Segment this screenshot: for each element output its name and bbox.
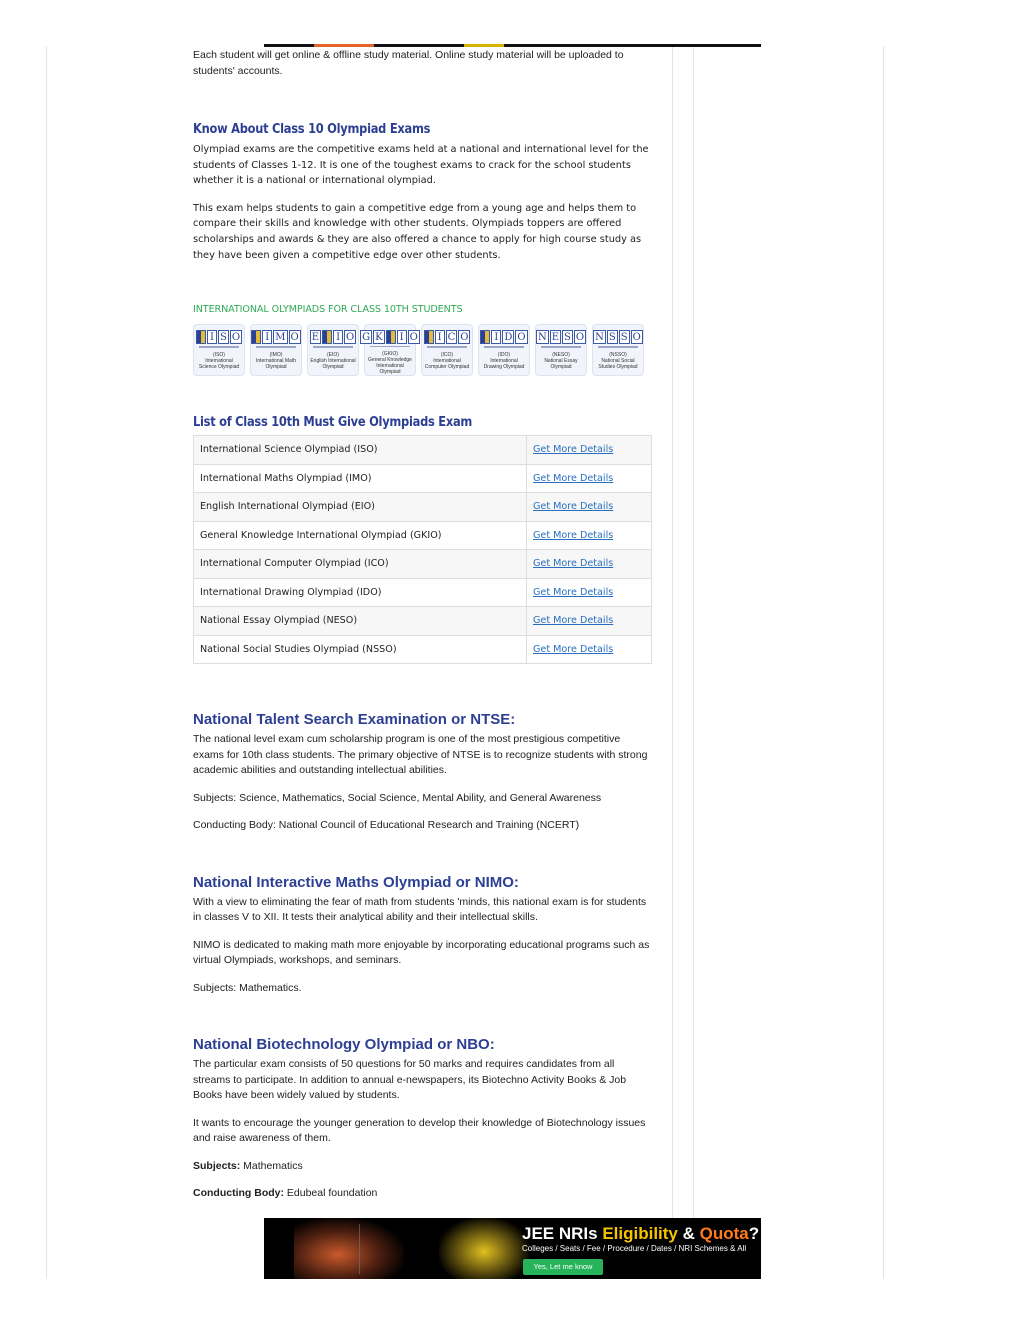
olympiad-logo-icon: G K I O bbox=[362, 332, 418, 344]
ntse-body: Conducting Body: National Council of Educational Research and Training (NCERT) bbox=[193, 819, 580, 832]
details-cell bbox=[527, 578, 652, 607]
nbo-subjects bbox=[193, 1159, 652, 1175]
olympiad-name-cell: National Social Studies Olympiad (NSSO) bbox=[194, 635, 527, 664]
table-row bbox=[194, 550, 652, 579]
nbo-body-label: Conducting Body: bbox=[193, 1187, 284, 1200]
table-row bbox=[194, 635, 652, 664]
table-row bbox=[194, 607, 652, 636]
badge-name: General Knowledge International Olympiad bbox=[368, 357, 412, 376]
badge-name: English International Olympiad bbox=[310, 358, 356, 371]
olympiad-logo-icon: I C O bbox=[424, 330, 471, 344]
nbo-body-value: Edubeal foundation bbox=[283, 1187, 378, 1200]
details-cell bbox=[527, 464, 652, 493]
nbo-para-2: It wants to encourage the younger generation to develop their knowledge of Biotechnology issues and raise awareness of them. bbox=[193, 1116, 646, 1145]
details-cell bbox=[527, 607, 652, 636]
ntse-para-1: The national level exam cum scholarship program is one of the most prestigious competitive exams for 10th class students. The primary objective of NTSE is to recognize students with strong academic abilities and outstanding intellectual abilities. bbox=[193, 733, 648, 777]
get-more-details-link[interactable]: Get More Details bbox=[533, 643, 614, 655]
nbo-para-1: The particular exam consists of 50 questions for 50 marks and requires candidates from all streams to participate. In addition to annual e-newspapers, its Biotechno Activity Books & Job Books have been widely valued by students. bbox=[193, 1058, 627, 1102]
olympiad-name-cell: International Computer Olympiad (ICO) bbox=[194, 550, 527, 579]
nimo-heading: National Interactive Maths Olympiad or NIMO: bbox=[193, 873, 519, 891]
olympiad-logo-icon: I D O bbox=[480, 330, 527, 344]
badge-name: International Math Olympiad bbox=[255, 358, 297, 371]
badge-name: International Computer Olympiad bbox=[424, 358, 470, 371]
ad-chalkboard bbox=[359, 1224, 450, 1274]
get-more-details-link[interactable]: Get More Details bbox=[533, 529, 614, 541]
olympiad-name-cell: International Drawing Olympiad (IDO) bbox=[194, 578, 527, 607]
olympiad-badge[interactable] bbox=[307, 324, 359, 376]
olympiad-badge[interactable] bbox=[478, 324, 530, 376]
table-row bbox=[194, 521, 652, 550]
list-heading: List of Class 10th Must Give Olympiads Exam bbox=[193, 415, 473, 431]
badge-abbr: (GKIO) bbox=[382, 351, 398, 358]
about-para-2: This exam helps students to gain a competitive edge from a young age and helps them to compare their skills and knowledge with other students. Olympiads toppers are offered scholarships and awards & they are also offered a chance to apply for high course study as they have been given a competitive edge over other students. bbox=[193, 202, 642, 261]
badge-abbr: (IDO) bbox=[497, 352, 511, 359]
olympiad-badge[interactable] bbox=[421, 324, 473, 376]
olympiad-name-cell: International Science Olympiad (ISO) bbox=[194, 436, 527, 465]
badge-abbr: (ISO) bbox=[213, 352, 225, 359]
ad-cta-button[interactable]: Yes, Let me know bbox=[523, 1259, 603, 1275]
get-more-details-link[interactable]: Get More Details bbox=[533, 472, 614, 484]
international-heading: INTERNATIONAL OLYMPIADS FOR CLASS 10TH STUDENTS bbox=[193, 304, 463, 316]
intro-text: Each student will get online & offline study material. Online study material will be uploaded to students' accounts. bbox=[193, 49, 624, 77]
olympiad-badge[interactable] bbox=[535, 324, 587, 376]
badge-name: National Essay Olympiad bbox=[544, 358, 578, 371]
ad-person-right bbox=[439, 1218, 529, 1279]
nimo-subjects: Subjects: Mathematics. bbox=[193, 981, 302, 994]
badge-abbr: (NESO) bbox=[552, 352, 570, 359]
table-row bbox=[194, 578, 652, 607]
ad-subtitle: Colleges / Seats / Fee / Procedure / Dates / NRI Schemes & All bbox=[522, 1244, 747, 1253]
nbo-subjects-value: Mathematics bbox=[240, 1159, 303, 1172]
details-cell bbox=[527, 550, 652, 579]
get-more-details-link[interactable]: Get More Details bbox=[533, 558, 614, 570]
nbo-heading: National Biotechnology Olympiad or NBO: bbox=[193, 1036, 495, 1054]
olympiad-logo-icon: N E S O bbox=[537, 332, 585, 344]
details-cell bbox=[527, 635, 652, 664]
olympiad-name-cell: English International Olympiad (EIO) bbox=[194, 493, 527, 522]
table-row bbox=[194, 493, 652, 522]
olympiad-badge[interactable] bbox=[592, 324, 644, 376]
right-border bbox=[883, 46, 884, 1279]
get-more-details-link[interactable]: Get More Details bbox=[533, 501, 614, 513]
badge-abbr: (EIO) bbox=[327, 352, 339, 359]
badge-abbr: (NSSO) bbox=[609, 352, 627, 359]
olympiad-logo-icon: I S O bbox=[196, 330, 242, 344]
olympiad-logo-icon: E I O bbox=[311, 332, 355, 344]
about-heading: Know About Class 10 Olympiad Exams bbox=[193, 122, 431, 137]
details-cell bbox=[527, 436, 652, 465]
olympiad-badges bbox=[193, 324, 652, 376]
nbo-body bbox=[193, 1186, 652, 1202]
content-border bbox=[672, 46, 673, 1279]
get-more-details-link[interactable]: Get More Details bbox=[533, 586, 614, 598]
olympiad-badge[interactable] bbox=[364, 324, 416, 376]
badge-name: National Social Studies Olympiad bbox=[598, 358, 638, 371]
left-border bbox=[46, 46, 47, 1279]
badge-name: International Drawing Olympiad bbox=[483, 358, 525, 371]
ad-title: JEE NRIs Eligibility & Quota? bbox=[522, 1224, 760, 1243]
olympiad-logo-icon: I M O bbox=[251, 330, 300, 344]
olympiad-name-cell: General Knowledge International Olympiad (GKIO) bbox=[194, 521, 527, 550]
ntse-heading: National Talent Search Examination or NTSE: bbox=[193, 711, 516, 729]
olympiad-logo-icon: N S S O bbox=[595, 332, 641, 344]
get-more-details-link[interactable]: Get More Details bbox=[533, 615, 614, 627]
article-content bbox=[193, 46, 652, 1202]
olympiad-name-cell: International Maths Olympiad (IMO) bbox=[194, 464, 527, 493]
ntse-subjects: Subjects: Science, Mathematics, Social Science, Mental Ability, and General Awareness bbox=[193, 791, 602, 804]
about-para-1: Olympiad exams are the competitive exams held at a national and international level for the students of Classes 1-12. It is one of the toughest exams to crack for the school students whether it is a national or international olympiad. bbox=[193, 144, 649, 187]
olympiad-table bbox=[193, 435, 652, 664]
sidebar-border-left bbox=[693, 46, 694, 1279]
olympiad-badge[interactable] bbox=[193, 324, 245, 376]
details-cell bbox=[527, 521, 652, 550]
get-more-details-link[interactable]: Get More Details bbox=[533, 444, 614, 456]
nimo-para-1: With a view to eliminating the fear of math from students 'minds, this national exam is for students in classes V to XII. It tests their analytical ability and their intellectual skills. bbox=[193, 895, 647, 924]
details-cell bbox=[527, 493, 652, 522]
olympiad-name-cell: National Essay Olympiad (NESO) bbox=[194, 607, 527, 636]
table-row bbox=[194, 436, 652, 465]
nbo-subjects-label: Subjects: bbox=[193, 1159, 241, 1172]
olympiad-badge[interactable] bbox=[250, 324, 302, 376]
badge-abbr: (IMO) bbox=[269, 352, 283, 359]
nimo-para-2: NIMO is dedicated to making math more enjoyable by incorporating educational programs such as virtual Olympiads, workshops, and seminars. bbox=[193, 938, 650, 967]
badge-abbr: (ICO) bbox=[440, 352, 454, 359]
table-row bbox=[194, 464, 652, 493]
jee-nri-ad-banner[interactable] bbox=[264, 1218, 761, 1279]
badge-name: International Science Olympiad bbox=[198, 358, 240, 371]
